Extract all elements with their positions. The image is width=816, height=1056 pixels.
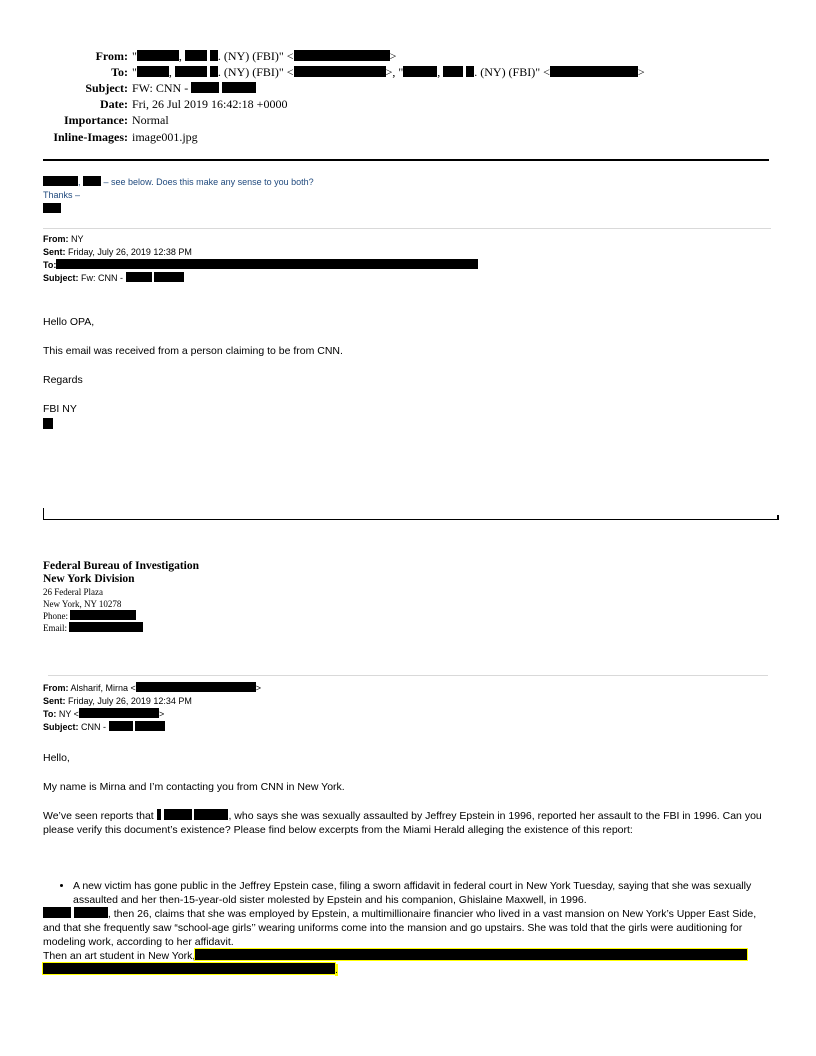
redaction	[56, 259, 478, 269]
forward-note	[43, 176, 763, 216]
redaction	[294, 50, 390, 61]
message2-to: To: NY < >	[43, 709, 165, 719]
redaction	[43, 963, 335, 974]
signature-org: Federal Bureau of Investigation	[43, 560, 199, 572]
signature-address1: 26 Federal Plaza	[43, 587, 103, 597]
redaction	[210, 50, 218, 61]
signature-phone: Phone:	[43, 610, 343, 622]
redaction	[137, 50, 179, 61]
from-label: From:	[95, 49, 128, 63]
redaction	[403, 66, 437, 77]
header-to-row	[0, 64, 780, 80]
redaction	[550, 66, 638, 77]
redaction	[74, 907, 108, 918]
header-importance-row	[0, 112, 780, 128]
redaction	[109, 721, 133, 731]
message2-paragraph: We’ve seen reports that , who says she was sexually assaulted by Jeffrey Epstein in 1996, reported her assault to the FBI in 1996. Can you please verify this document’s existence? Please find below excerpts from the Miami Herald alleging the existence of this report:	[43, 810, 762, 836]
message1-regards: Regards	[43, 374, 83, 386]
excerpt-list	[43, 879, 771, 907]
redaction	[195, 949, 747, 960]
header-divider	[43, 159, 769, 161]
signature-division: New York Division	[43, 573, 135, 585]
redaction	[157, 809, 161, 820]
forward-note-signer	[43, 203, 763, 216]
message-divider	[48, 675, 768, 676]
date-value: Fri, 26 Jul 2019 16:42:18 +0000	[132, 97, 288, 111]
excerpt-art-student: Then an art student in New York,	[43, 949, 771, 963]
message2-subject: Subject: CNN -	[43, 721, 783, 734]
to-label: To:	[111, 65, 128, 79]
forward-note-line: , – see below. Does this make any sense to you both?	[43, 176, 763, 189]
message1-to: To:	[43, 259, 783, 272]
header-subject-row	[0, 80, 780, 96]
redaction	[185, 50, 207, 61]
subject-value: FW: CNN -	[132, 80, 256, 96]
message2-greeting: Hello,	[43, 752, 70, 764]
redaction	[126, 272, 152, 282]
signature-email: Email:	[43, 622, 343, 634]
message2-intro: My name is Mirna and I’m contacting you from CNN in New York.	[43, 781, 345, 793]
message1-greeting: Hello OPA,	[43, 316, 95, 328]
redaction	[43, 176, 78, 186]
message2-sent: Sent: Friday, July 26, 2019 12:34 PM	[43, 696, 192, 706]
header-date-row	[0, 96, 780, 112]
redaction	[175, 66, 207, 77]
redaction	[164, 809, 192, 820]
redaction	[43, 418, 53, 429]
message1-subject: Subject: Fw: CNN -	[43, 272, 783, 285]
message2-excerpt	[43, 879, 771, 977]
signature-address2: New York, NY 10278	[43, 599, 122, 609]
excerpt-art-continued: .	[43, 963, 771, 977]
redaction	[137, 66, 169, 77]
redaction	[194, 809, 228, 820]
header-from-row	[0, 48, 780, 64]
message1-sent: Sent: Friday, July 26, 2019 12:38 PM	[43, 247, 192, 257]
image-frame-bottom	[43, 519, 779, 520]
redaction	[43, 907, 71, 918]
redaction	[210, 66, 218, 77]
redaction	[222, 82, 256, 93]
forward-note-thanks: Thanks –	[43, 190, 81, 200]
redaction	[136, 682, 256, 692]
to-value: " , . (NY) (FBI)" < >, " , . (NY) (FBI)" < >	[132, 65, 645, 79]
message1-header	[43, 233, 783, 285]
importance-value: Normal	[132, 113, 169, 127]
redaction	[154, 272, 184, 282]
header-inline-images-row	[0, 129, 780, 145]
message2-body	[43, 751, 771, 837]
message1-signoff: FBI NY	[43, 403, 77, 415]
inline-images-value: image001.jpg	[132, 130, 198, 144]
from-value: " , . (NY) (FBI)" < >	[132, 49, 397, 63]
date-label: Date:	[100, 97, 128, 111]
importance-label: Importance:	[64, 113, 128, 127]
redaction	[294, 66, 386, 77]
redaction	[83, 176, 101, 186]
signature-block	[43, 560, 343, 634]
message2-header	[43, 682, 783, 734]
inline-images-label: Inline-Images:	[53, 130, 128, 144]
image-frame-right	[777, 515, 779, 520]
redaction	[79, 708, 159, 718]
excerpt-quote: , then 26, claims that she was employed by Epstein, a multimillionaire financier who lived in a vast mansion on New York’s Upper East Side, and that she frequently saw “school-age girls’’ wearing uniforms come into the mansion and go upstairs. She was told that the girls were auditioning for modeling work, according to her affidavit.	[43, 908, 757, 948]
message1-from: From: NY	[43, 234, 84, 244]
subject-label: Subject:	[85, 81, 128, 95]
redaction	[43, 203, 61, 213]
message2-from: From: Alsharif, Mirna < >	[43, 683, 262, 693]
redaction	[70, 610, 136, 620]
message1-text: This email was received from a person claiming to be from CNN.	[43, 345, 343, 357]
redaction	[135, 721, 165, 731]
redaction	[69, 622, 143, 632]
redaction	[443, 66, 463, 77]
excerpt-bullet: • A new victim has gone public in the Jeffrey Epstein case, filing a sworn affidavit in federal court in New York Tuesday, saying that she was sexually assaulted and her then-15-year-old sister molested by Epstein and his companion, Ghislaine Maxwell, in 1996.	[73, 879, 771, 907]
message-divider	[43, 228, 771, 229]
redaction	[191, 82, 219, 93]
message1-body	[43, 315, 783, 432]
